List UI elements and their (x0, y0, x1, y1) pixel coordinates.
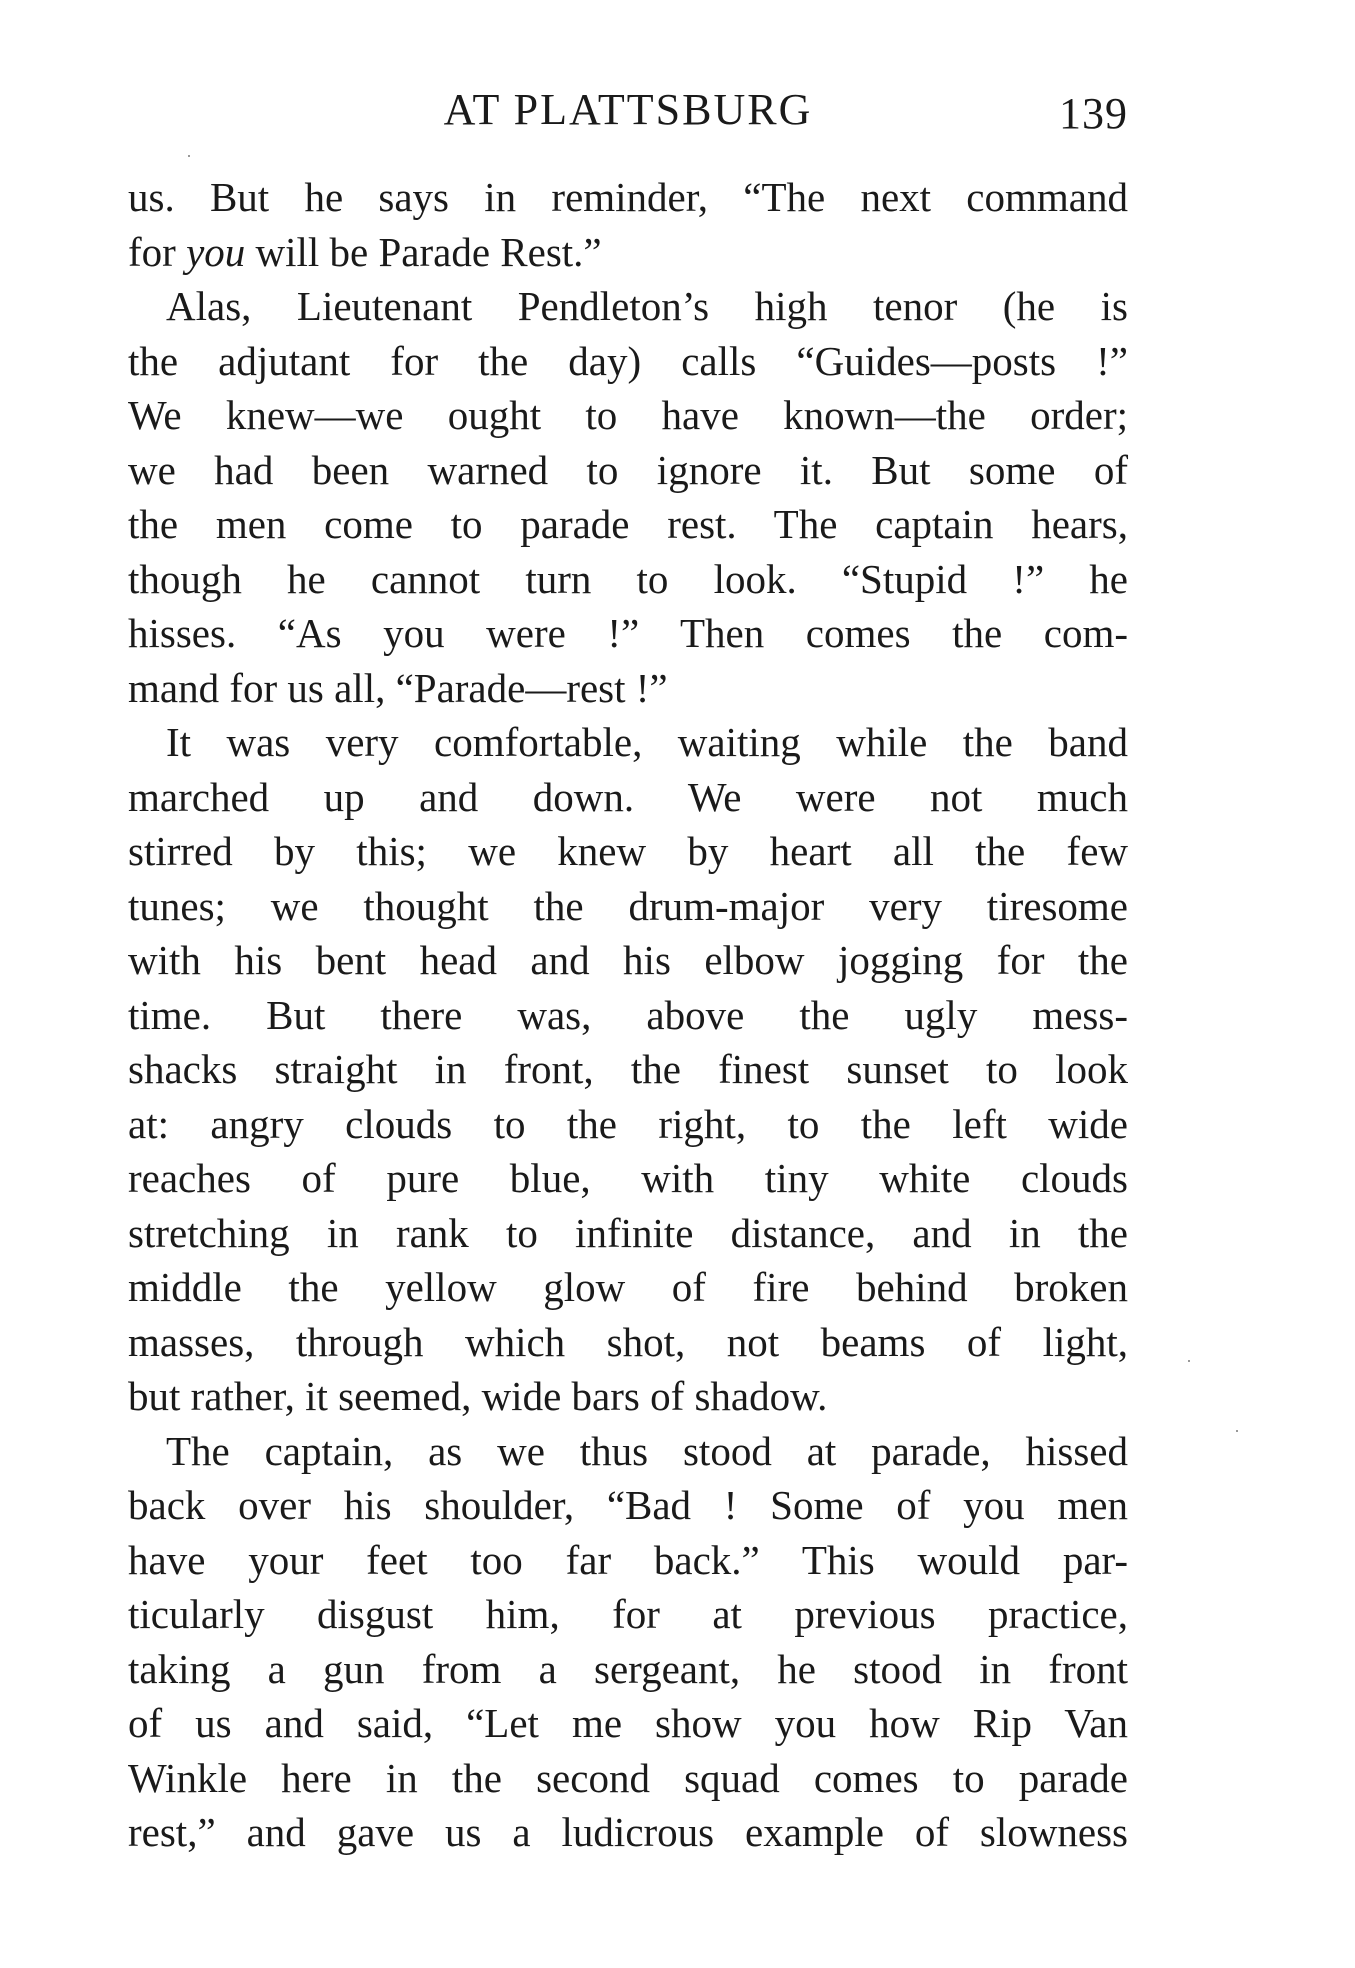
text-line: ticularly disgust him, for at previous practice, (128, 1591, 1128, 1637)
page-number: 139 (1059, 89, 1128, 138)
text-line: the men come to parade rest. The captain hears, (128, 501, 1128, 547)
text-line: with his bent head and his elbow jogging for the (128, 937, 1128, 983)
emphasis: you (186, 228, 246, 275)
body-text (128, 170, 1128, 1860)
text-line: of us and said, “Let me show you how Rip Van (128, 1700, 1128, 1746)
text-line: the adjutant for the day) calls “Guides—posts !” (128, 337, 1128, 384)
text-line: middle the yellow glow of fire behind broken (128, 1264, 1128, 1310)
text-line: at: angry clouds to the right, to the left wide (128, 1100, 1128, 1147)
text-line: hisses. “As you were !” Then comes the com- (128, 610, 1128, 656)
text-line: It was very comfortable, waiting while the band (166, 719, 1128, 765)
text-line: rest,” and gave us a ludicrous example of slowness (128, 1809, 1128, 1855)
text-line: back over his shoulder, “Bad ! Some of you men (128, 1482, 1128, 1528)
running-head (128, 82, 1128, 138)
text-line: tunes; we thought the drum-major very tiresome (128, 882, 1128, 929)
text-line: marched up and down. We were not much (128, 773, 1128, 820)
text-line: we had been warned to ignore it. But some of (128, 446, 1128, 493)
text-line: Winkle here in the second squad comes to parade (128, 1754, 1128, 1801)
paper-speck (1236, 1430, 1238, 1432)
text-line: time. But there was, above the ugly mess- (128, 991, 1128, 1038)
text-line: stretching in rank to infinite distance, and in the (128, 1209, 1128, 1256)
text-line: for you will be Parade Rest.” (128, 228, 602, 275)
paper-speck (188, 155, 190, 157)
text-line: taking a gun from a sergeant, he stood in front (128, 1645, 1128, 1692)
text-line: Alas, Lieutenant Pendleton’s high tenor (he is (166, 283, 1128, 329)
running-title: AT PLATTSBURG (443, 85, 813, 134)
text-line: shacks straight in front, the finest sunset to look (128, 1046, 1128, 1092)
text-line: The captain, as we thus stood at parade, hissed (166, 1427, 1128, 1474)
text-line: though he cannot turn to look. “Stupid !” he (128, 555, 1128, 602)
text-line: stirred by this; we knew by heart all the few (128, 828, 1128, 874)
text-line: mand for us all, “Parade—rest !” (128, 664, 668, 711)
text-line: us. But he says in reminder, “The next command (128, 174, 1128, 220)
paper-speck (1188, 1360, 1190, 1362)
text-line: have your feet too far back.” This would par- (128, 1536, 1128, 1583)
text-line: masses, through which shot, not beams of light, (128, 1318, 1128, 1365)
text-line: We knew—we ought to have known—the order; (128, 392, 1128, 438)
text-line: but rather, it seemed, wide bars of shadow. (128, 1373, 828, 1419)
text-line: reaches of pure blue, with tiny white clouds (128, 1155, 1128, 1201)
